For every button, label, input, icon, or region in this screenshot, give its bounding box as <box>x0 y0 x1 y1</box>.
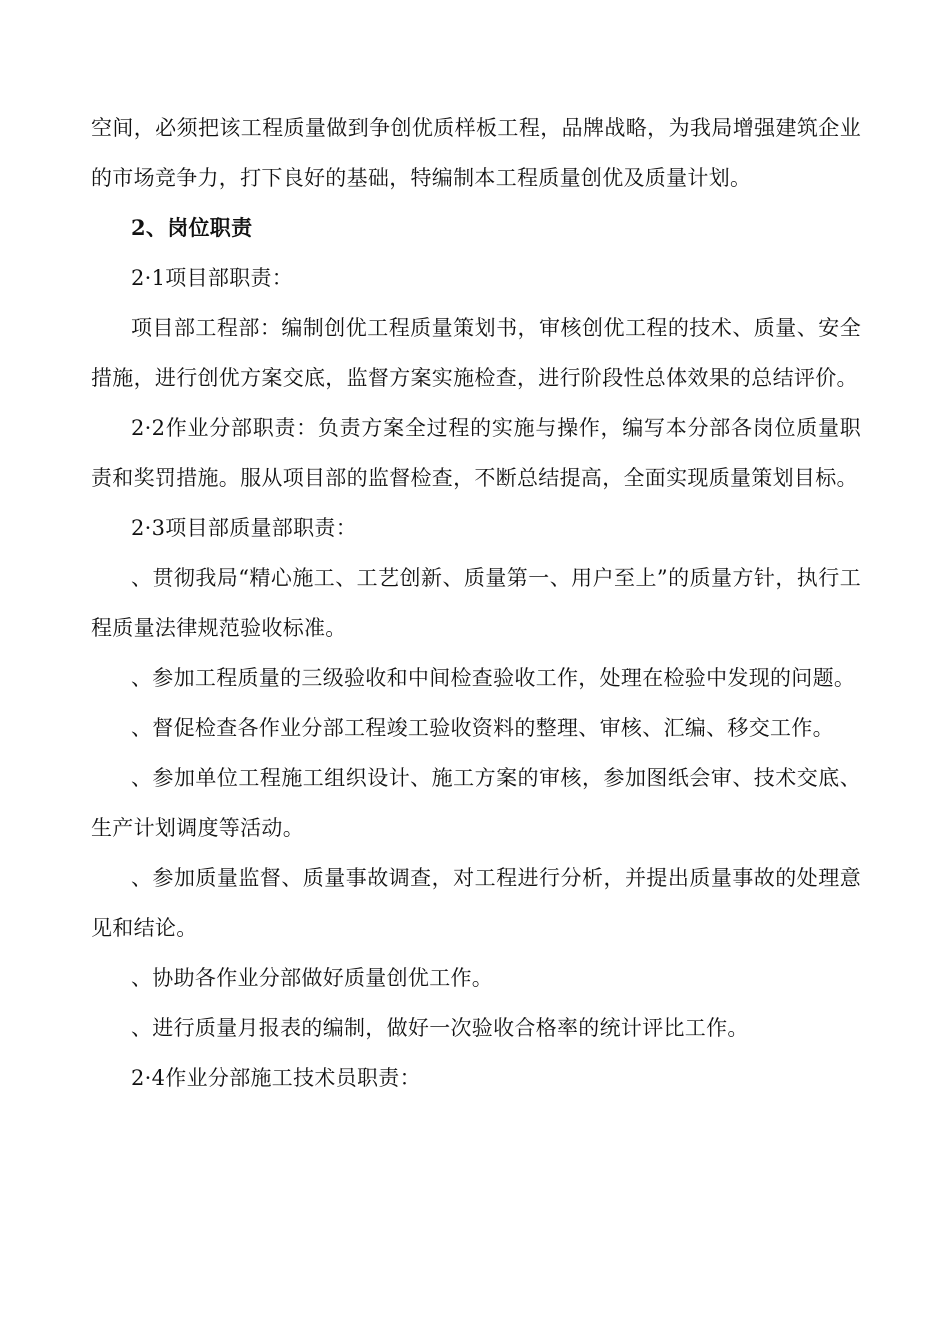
document-body <box>91 103 861 1103</box>
paragraph-intro-continuation: 空间，必须把该工程质量做到争创优质样板工程，品牌战略，为我局增强建筑企业的市场竞争力，打下良好的基础，特编制本工程质量创优及质量计划。 <box>91 116 861 190</box>
list-item-monthly-report: 、进行质量月报表的编制，做好一次验收合格率的统计评比工作。 <box>131 1016 749 1040</box>
subsection-heading-2-4: 2·4作业分部施工技术员职责： <box>131 1066 421 1090</box>
paragraph-2-2-operation-division: 2·2作业分部职责：负责方案全过程的实施与操作，编写本分部各岗位质量职责和奖罚措施。服从项目部的监督检查，不断总结提高，全面实现质量策划目标。 <box>91 416 861 490</box>
section-heading-job-duties: 2、岗位职责 <box>131 215 253 240</box>
subsection-heading-2-3: 2·3项目部质量部职责： <box>131 516 357 540</box>
list-item-design-review: 、参加单位工程施工组织设计、施工方案的审核，参加图纸会审、技术交底、生产计划调度等活动。 <box>91 766 861 840</box>
list-item-acceptance: 、参加工程质量的三级验收和中间检查验收工作，处理在检验中发现的问题。 <box>131 666 856 690</box>
list-item-assist-divisions: 、协助各作业分部做好质量创优工作。 <box>131 966 494 990</box>
subsection-heading-2-1: 2·1项目部职责： <box>131 266 294 290</box>
list-item-completion-documents: 、督促检查各作业分部工程竣工验收资料的整理、审核、汇编、移交工作。 <box>131 716 834 740</box>
list-item-quality-supervision: 、参加质量监督、质量事故调查，对工程进行分析，并提出质量事故的处理意见和结论。 <box>91 866 861 940</box>
list-item-quality-policy: 、贯彻我局“精心施工、工艺创新、质量第一、用户至上”的质量方针，执行工程质量法律规范验收标准。 <box>91 566 861 640</box>
paragraph-engineering-dept: 项目部工程部：编制创优工程质量策划书，审核创优工程的技术、质量、安全措施，进行创优方案交底，监督方案实施检查，进行阶段性总体效果的总结评价。 <box>91 316 861 390</box>
